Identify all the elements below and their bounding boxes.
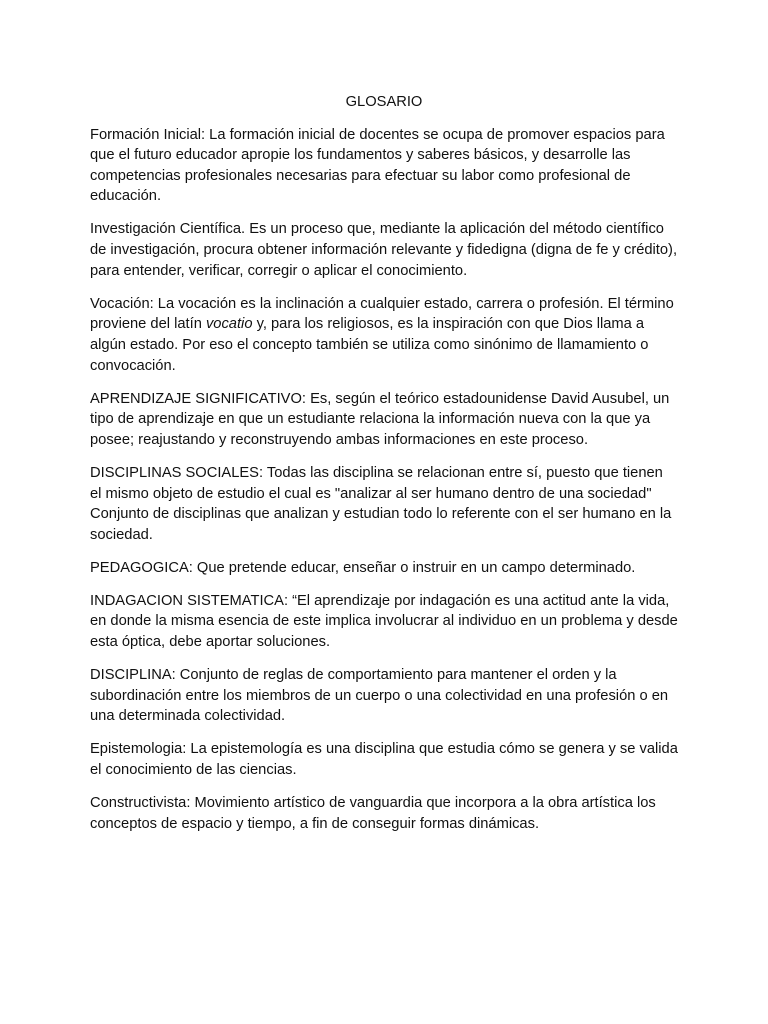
entry-vocacion-latin-term: vocatio: [205, 316, 253, 333]
entry-constructivista: Constructivista: Movimiento artístico de vanguardia que incorpora a la obra artística los conceptos de espacio y tiempo, a fin de conseguir formas dinámicas.: [90, 795, 656, 832]
entry-disciplina: DISCIPLINA: Conjunto de reglas de comportamiento para mantener el orden y la subordinación entre los miembros de un cuerpo o una colectividad en una profesión o en una determinada colectividad.: [90, 667, 669, 725]
entry-indagacion-sistematica: INDAGACION SISTEMATICA: “El aprendizaje por indagación es una actitud ante la vida, en donde la misma esencia de este implica involucrar al individuo en un problema y desde esta óptica, debe aportar soluciones.: [90, 592, 678, 651]
entry-disciplinas-sociales: [90, 463, 678, 545]
document-title: GLOSARIO: [345, 94, 423, 110]
entry-epistemologia: Epistemologia: La epistemología es una disciplina que estudia cómo se genera y se valida el conocimiento de las ciencias.: [90, 741, 678, 779]
entry-disciplinas-sociales-line-1: DISCIPLINAS SOCIALES: Todas las disciplina se relacionan entre sí, puesto que tienen el mismo objeto de estudio el cual es "analizar al ser humano dentro de una sociedad": [90, 464, 663, 502]
entry-investigacion-cientifica: Investigación Científica. Es un proceso que, mediante la aplicación del método científico de investigación, procura obtener información relevante y fidedigna (digna de fe y crédito), para entender, verificar, corregir o aplicar el conocimiento.: [90, 221, 678, 279]
entry-vocacion-text-after: y, para los religiosos, es la inspiración con que Dios llama a algún estado. Por eso el concepto también se utiliza como sinónimo de llamamiento o convocación.: [90, 316, 649, 374]
entry-disciplinas-sociales-line-2: Conjunto de disciplinas que analizan y estudian todo lo referente con el ser humano en la sociedad.: [90, 506, 672, 543]
entry-formacion-inicial: Formación Inicial: La formación inicial de docentes se ocupa de promover espacios para que el futuro educador apropie los fundamentos y saberes básicos, y desarrolle las competencias profesionales necesarias para efectuar su labor como profesional de educación.: [90, 126, 665, 205]
entry-pedagogica: PEDAGOGICA: Que pretende educar, enseñar o instruir en un campo determinado.: [90, 559, 636, 576]
entry-aprendizaje-significativo: APRENDIZAJE SIGNIFICATIVO: Es, según el teórico estadounidense David Ausubel, un tipo de aprendizaje en que un estudiante relaciona la información nueva con la que ya posee; reajustando y reconstruyendo ambas informaciones en este proceso.: [90, 390, 670, 448]
entry-vocacion-text-before: Vocación: La vocación es la inclinación a cualquier estado, carrera o profesión. El término proviene del latín: [90, 295, 674, 333]
entry-vocacion: [90, 294, 678, 376]
